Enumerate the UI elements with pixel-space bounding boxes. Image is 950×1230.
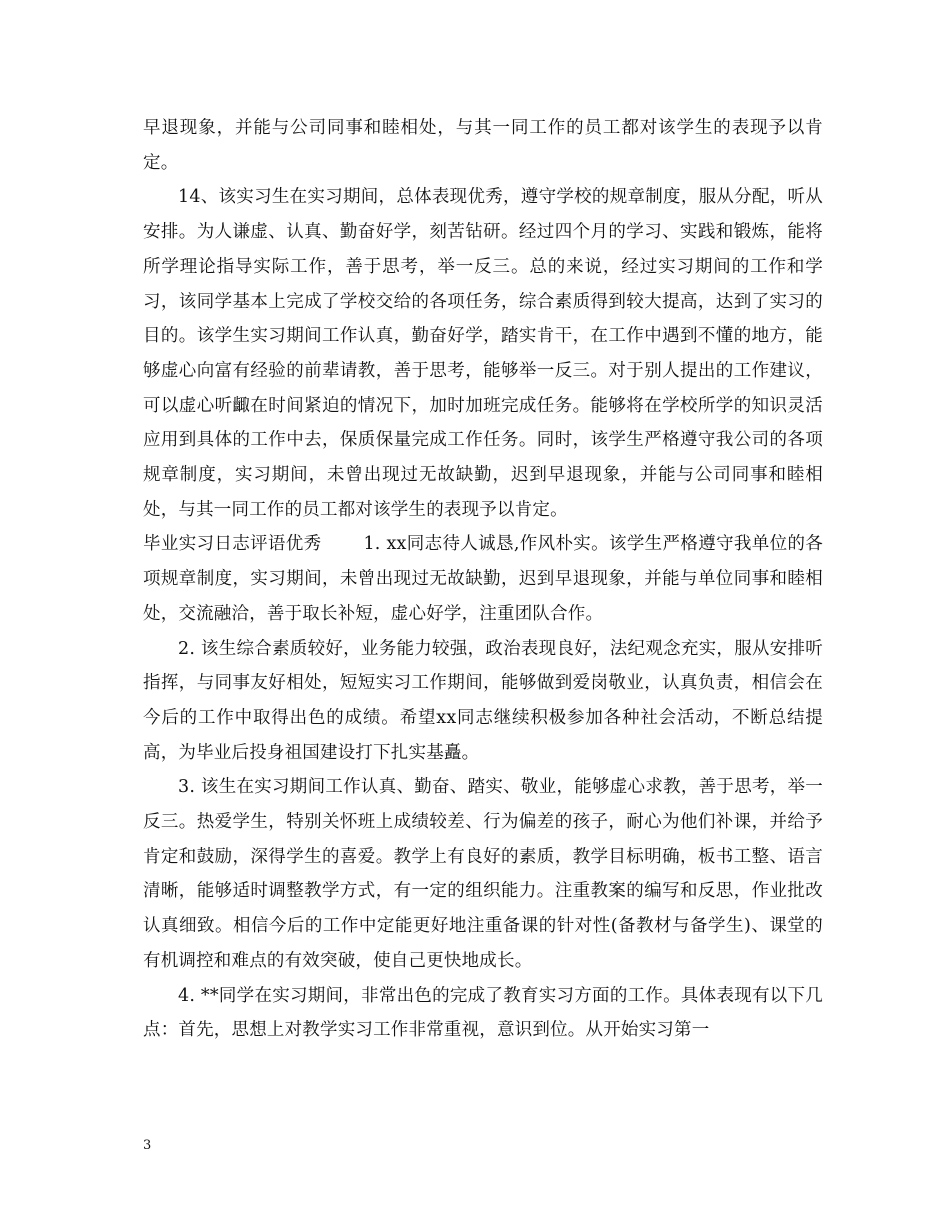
paragraph-2: 2. 该生综合素质较好，业务能力较强，政治表现良好，法纪观念充实，服从安排听指挥，与同事友好相处，短短实习工作期间，能够做到爱岗敬业，认真负责，相信会在今后的工作中取得出色的成绩。希望xx同志继续积极参加各种社会活动，不断总结提高，为毕业后投身祖国建设打下扎实基矗。 [143,638,823,763]
paragraph-1: 1. xx同志待人诚恳,作风朴实。该学生严格遵守我单位的各项规章制度，实习期间，未曾出现过无故缺勤，迟到早退现象，并能与单位同事和睦相处，交流融洽，善于取长补短，虚心好学，注重团队合作。 [143,534,823,624]
section-heading-paragraph [143,527,823,631]
paragraph-14: 14、该实习生在实习期间，总体表现优秀，遵守学校的规章制度，服从分配，听从安排。为人谦虚、认真、勤奋好学，刻苦钻研。经过四个月的学习、实践和锻炼，能将所学理论指导实际工作，善于思考，举一反三。总的来说，经过实习期间的工作和学习，该同学基本上完成了学校交给的各项任务，综合素质得到较大提高，达到了实习的目的。该学生实习期间工作认真，勤奋好学，踏实肯干，在工作中遇到不懂的地方，能够虚心向富有经验的前辈请教，善于思考，能够举一反三。对于别人提出的工作建议，可以虚心听齱在时间紧迫的情况下，加时加班完成任务。能够将在学校所学的知识灵活应用到具体的工作中去，保质保量完成工作任务。同时，该学生严格遵守我公司的各项规章制度，实习期间，未曾出现过无故缺勤，迟到早退现象，并能与公司同事和睦相处，与其一同工作的员工都对该学生的表现予以肯定。 [143,187,823,520]
paragraph-3: 3. 该生在实习期间工作认真、勤奋、踏实、敬业，能够虚心求教，善于思考，举一反三。热爱学生，特别关怀班上成绩较差、行为偏差的孩子，耐心为他们补课，并给予肯定和鼓励，深得学生的喜爱。教学上有良好的素质，教学目标明确，板书工整、语言清晰，能够适时调整教学方式，有一定的组织能力。注重教案的编写和反思，作业批改认真细致。相信今后的工作中定能更好地注重备课的针对性(备教材与备学生)、课堂的有机调控和难点的有效突破，使自己更快地成长。 [143,777,823,971]
paragraph-continuation: 早退现象，并能与公司同事和睦相处，与其一同工作的员工都对该学生的表现予以肯定。 [143,118,823,173]
paragraph-4: 4. **同学在实习期间，非常出色的完成了教育实习方面的工作。具体表现有以下几点：首先，思想上对教学实习工作非常重视，意识到位。从开始实习第一 [143,985,823,1041]
page-number: 3 [143,1138,152,1153]
section-title: 毕业实习日志评语优秀 [143,534,322,555]
body-text [143,111,823,1048]
